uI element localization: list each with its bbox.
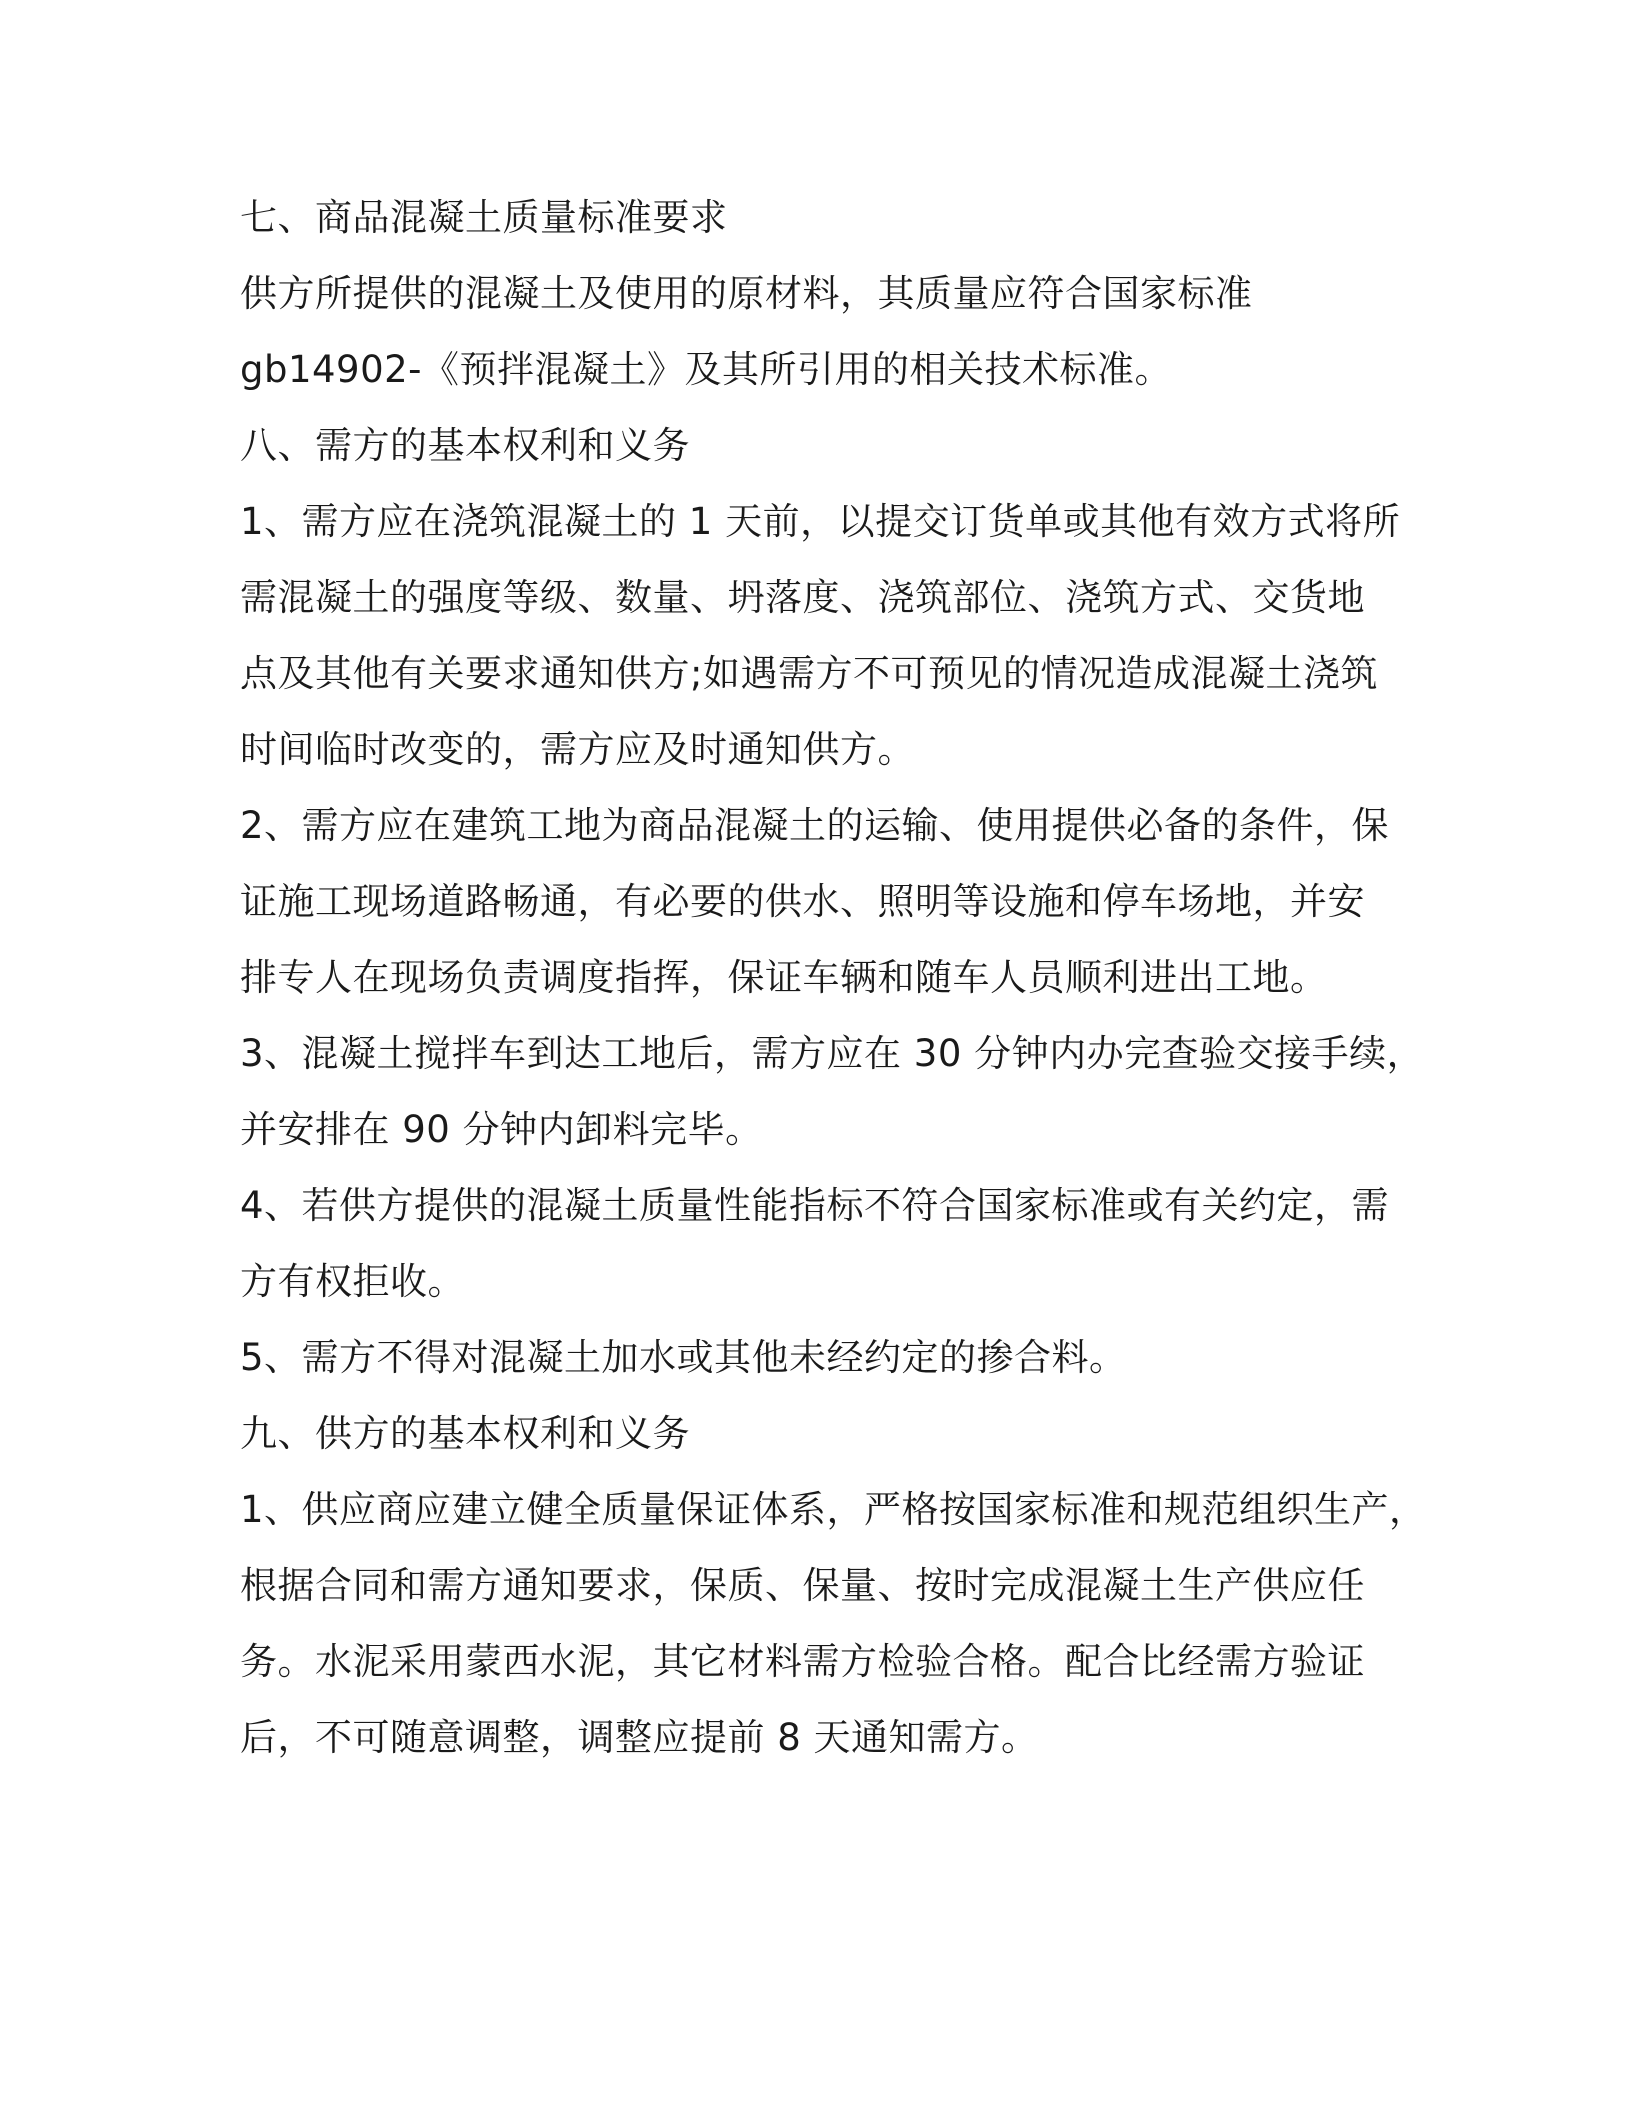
section-heading-8: 八、需方的基本权利和义务 [240,424,690,467]
paragraph-line: 后，不可随意调整，调整应提前 8 天通知需方。 [240,1716,1039,1759]
paragraph-line: 4、若供方提供的混凝土质量性能指标不符合国家标准或有关约定，需 [240,1184,1390,1227]
section-heading-7: 七、商品混凝土质量标准要求 [240,196,728,239]
paragraph-line: 点及其他有关要求通知供方;如遇需方不可预见的情况造成混凝土浇筑 [240,652,1378,695]
section-heading-9: 九、供方的基本权利和义务 [240,1412,690,1455]
paragraph-line: 务。水泥采用蒙西水泥，其它材料需方检验合格。配合比经需方验证 [240,1640,1365,1683]
paragraph-line: 1、需方应在浇筑混凝土的 1 天前，以提交订货单或其他有效方式将所 [240,500,1401,543]
paragraph-line: 供方所提供的混凝土及使用的原材料，其质量应符合国家标准 [240,272,1253,315]
paragraph-line: 1、供应商应建立健全质量保证体系，严格按国家标准和规范组织生产， [240,1488,1427,1531]
paragraph-line: 并安排在 90 分钟内卸料完毕。 [240,1108,763,1151]
paragraph-line: 3、混凝土搅拌车到达工地后，需方应在 30 分钟内办完查验交接手续， [240,1032,1425,1075]
paragraph-line: 2、需方应在建筑工地为商品混凝土的运输、使用提供必备的条件，保 [240,804,1390,847]
paragraph-line: 需混凝土的强度等级、数量、坍落度、浇筑部位、浇筑方式、交货地 [240,576,1365,619]
paragraph-line: 排专人在现场负责调度指挥，保证车辆和随车人员顺利进出工地。 [240,956,1328,999]
paragraph-line: gb14902-《预拌混凝土》及其所引用的相关技术标准。 [240,348,1173,391]
paragraph-line: 方有权拒收。 [240,1260,465,1303]
paragraph-line: 时间临时改变的，需方应及时通知供方。 [240,728,915,771]
paragraph-line: 证施工现场道路畅通，有必要的供水、照明等设施和停车场地，并安 [240,880,1365,923]
paragraph-line: 5、需方不得对混凝土加水或其他未经约定的掺合料。 [240,1336,1127,1379]
paragraph-line: 根据合同和需方通知要求，保质、保量、按时完成混凝土生产供应任 [240,1564,1365,1607]
